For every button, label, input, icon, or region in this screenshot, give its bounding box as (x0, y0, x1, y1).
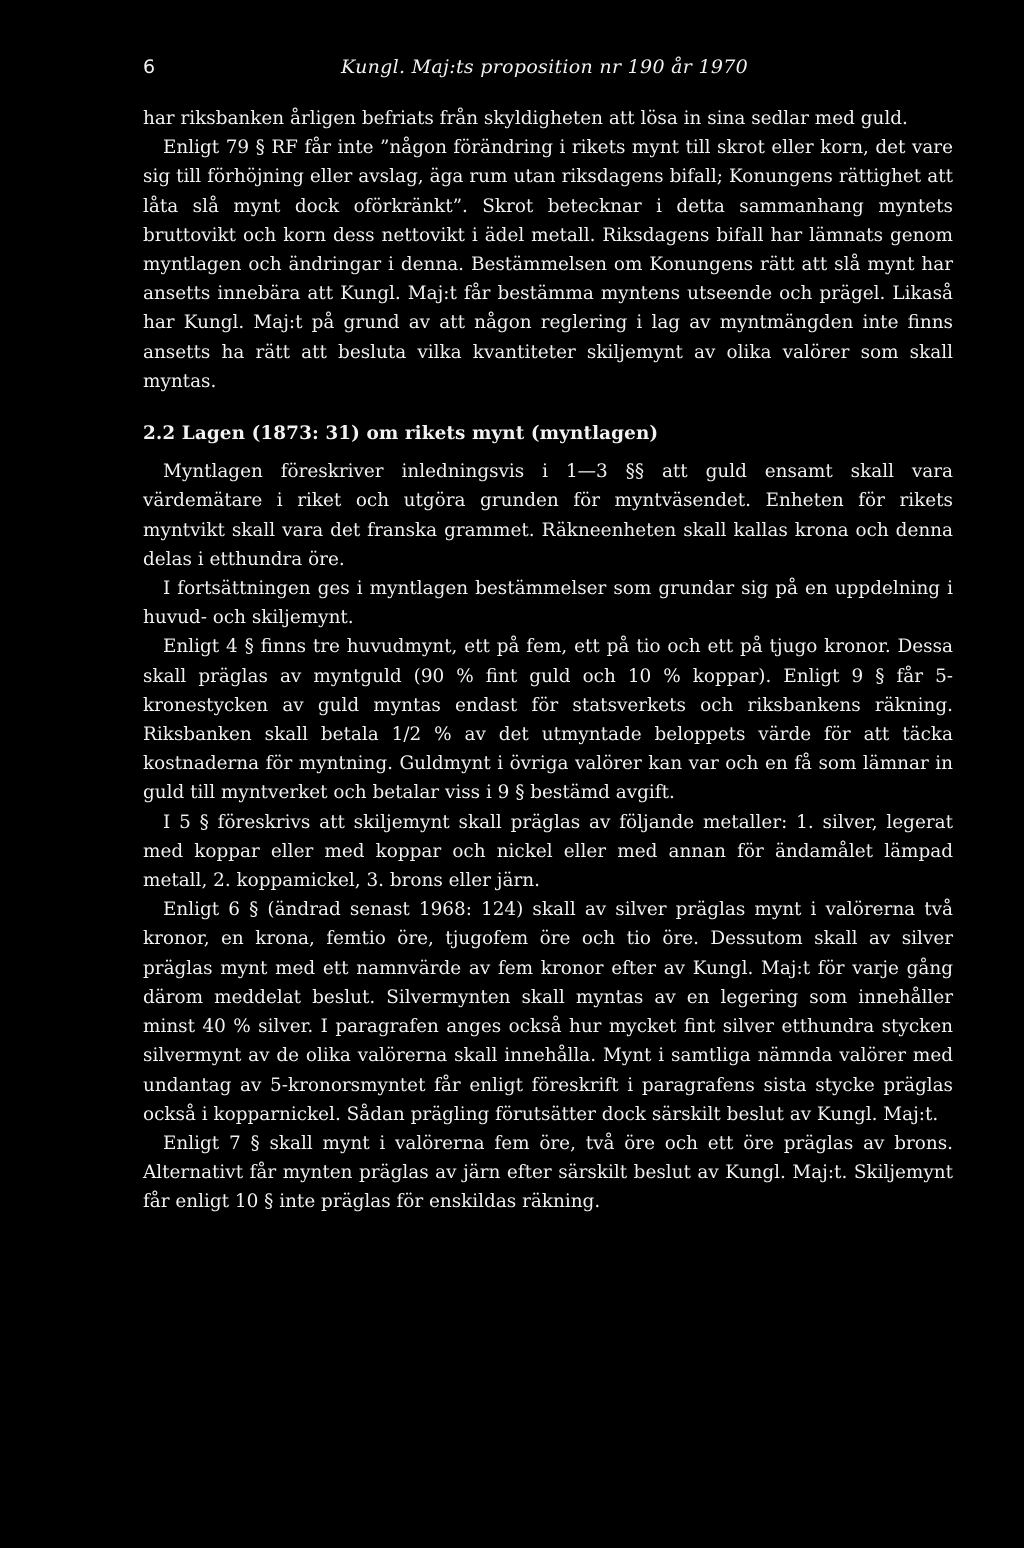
page-number: 6 (143, 56, 156, 78)
paragraph-section-4: Enligt 4 § finns tre huvudmynt, ett på fem, ett på tio och ett på tjugo kronor. Dessa skall präglas av myntguld (90 % fint guld och 10 % koppar). Enligt 9 § får 5-kronestycken av guld myntas endast för statsverkets och riksbankens räkning. Riksbanken skall betala 1/2 % av det utmyntade beloppets värde för att täcka kostnaderna för myntning. Guldmynt i övriga valörer kan var och en få som lämnar in guld till myntverket och betalar viss i 9 § bestämd avgift. (143, 636, 953, 804)
running-title: Kungl. Maj:ts proposition nr 190 år 1970 (341, 56, 749, 78)
paragraph-huvud-skiljemynt: I fortsättningen ges i myntlagen bestämmelser som grundar sig på en uppdelning i huvud- och skiljemynt. (143, 578, 953, 629)
paragraph-section-5: I 5 § föreskrivs att skiljemynt skall präglas av följande metaller: 1. silver, legerat med koppar eller med koppar och nickel eller med annan för ändamålet lämpad metall, 2. koppamickel, 3. brons eller järn. (143, 811, 953, 892)
paragraph-section-7: Enligt 7 § skall mynt i valörerna fem öre, två öre och ett öre präglas av brons. Alternativt får mynten präglas av järn efter särskilt beslut av Kungl. Maj:t. Skiljemynt får enligt 10 § inte präglas för enskildas räkning. (143, 1132, 953, 1213)
page-header (143, 56, 953, 96)
document-page (143, 56, 953, 1213)
paragraph-section-6: Enligt 6 § (ändrad senast 1968: 124) skall av silver präglas mynt i valörerna två kronor, en krona, femtio öre, tjugofem öre och tio öre. Dessutom skall av silver präglas mynt med ett namnvärde av fem kronor efter av Kungl. Maj:t för varje gång därom meddelat beslut. Silvermynten skall myntas av en legering som innehåller minst 40 % silver. I paragrafen anges också hur mycket fint silver etthundra stycken silvermynt av de olika valörerna skall innehålla. Mynt i samtliga nämnda valörer med undantag av 5-kronorsmyntet får enligt föreskrift i paragrafens sista stycke präglas också i kopparnickel. Sådan prägling förutsätter dock särskilt beslut av Kungl. Maj:t. (143, 899, 953, 1125)
paragraph-rf-79: Enligt 79 § RF får inte ”någon förändring i rikets mynt till skrot eller korn, det vare sig till förhöjning eller avslag, äga rum utan riksdagens bifall; Konungens rättighet att låta slå mynt dock oförkränkt”. Skrot betecknar i detta sammanhang myntets bruttovikt och korn dess nettovikt i ädel metall. Riksdagens bifall har lämnats genom myntlagen och ändringar i denna. Bestämmelsen om Konungens rätt att slå mynt har ansetts innebära att Kungl. Maj:t får bestämma myntens utseende och prägel. Likaså har Kungl. Maj:t på grund av att någon reglering i lag av myntmängden inte finns ansetts ha rätt att besluta vilka kvantiteter skiljemynt av olika valörer som skall myntas. (143, 137, 953, 392)
body-text (143, 104, 953, 1217)
paragraph-continuation: har riksbanken årligen befriats från skyldigheten att lösa in sina sedlar med guld. (143, 108, 908, 129)
paragraph-myntlagen-intro: Myntlagen föreskriver inledningsvis i 1—3 §§ att guld ensamt skall vara värdemätare i riket och utgöra grunden för myntväsendet. Enheten för rikets myntvikt skall vara det franska grammet. Räkneenheten skall kallas krona och denna delas i etthundra öre. (143, 461, 953, 570)
section-heading: 2.2 Lagen (1873: 31) om rikets mynt (myntlagen) (143, 423, 659, 445)
